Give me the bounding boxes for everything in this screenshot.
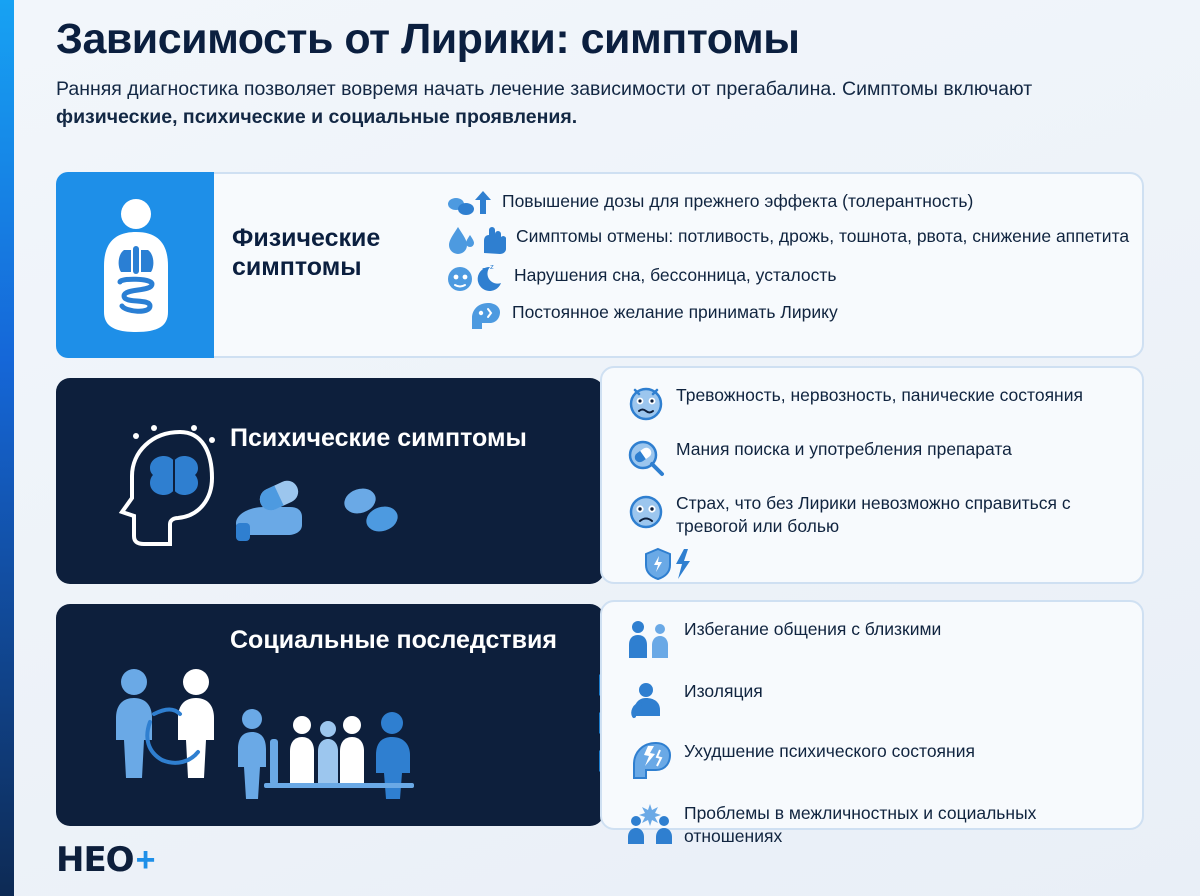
avoiding-people-icon bbox=[626, 618, 674, 660]
list-item-label: Страх, что без Лирики невозможно справиться с тревогой или болью bbox=[676, 493, 1071, 537]
list-item-label: Проблемы в межличностных и социальных отношениях bbox=[684, 803, 1037, 847]
list-item-label: Нарушения сна, бессонница, усталость bbox=[514, 265, 837, 285]
sleepless-face-moon-icon bbox=[446, 264, 504, 292]
magnifier-pill-search-icon bbox=[626, 438, 666, 478]
list-item bbox=[626, 438, 1128, 478]
list-item bbox=[644, 547, 1128, 581]
section-social-dark-panel bbox=[56, 604, 604, 826]
group-of-people-icon bbox=[230, 699, 590, 811]
list-item bbox=[626, 802, 1132, 848]
svg-text:z: z bbox=[490, 264, 494, 271]
list-item bbox=[626, 492, 1128, 538]
list-item-label: Постоянное желание принимать Лирику bbox=[512, 302, 838, 322]
page-title: Зависимость от Лирики: симптомы bbox=[56, 15, 800, 63]
section-mental-list-panel bbox=[600, 366, 1144, 584]
sweat-drop-tremor-hand-icon bbox=[446, 225, 506, 255]
head-craving-icon bbox=[468, 301, 502, 331]
list-item-label: Избегание общения с близкими bbox=[684, 619, 942, 639]
section-physical-list bbox=[446, 190, 1130, 340]
two-people-arguing-icon bbox=[626, 802, 674, 846]
logo bbox=[56, 840, 155, 880]
subtitle-regular: Ранняя диагностика позволяет вовремя начать лечение зависимости от прегабалина. Симптомы включают bbox=[56, 78, 1033, 101]
svg-text:z: z bbox=[482, 266, 487, 276]
list-item bbox=[446, 264, 1130, 292]
header bbox=[0, 0, 1200, 132]
list-item bbox=[626, 618, 1132, 660]
section-mental-dark-panel bbox=[56, 378, 604, 584]
section-social-list-panel bbox=[600, 600, 1144, 847]
broken-head-icon bbox=[626, 740, 674, 782]
list-item bbox=[446, 225, 1130, 255]
page-subtitle bbox=[56, 76, 1146, 131]
section-mental-list bbox=[626, 384, 1128, 590]
section-social-list bbox=[626, 618, 1132, 857]
section-physical-title: Физические симптомы bbox=[232, 224, 381, 281]
anxious-face-icon bbox=[626, 384, 666, 424]
shield-lightning-icon bbox=[644, 547, 696, 581]
head-brain-icon bbox=[114, 424, 222, 548]
list-item-label: Повышение дозы для прежнего эффекта (толерантность) bbox=[502, 191, 974, 211]
section-mental-title: Психические симптомы bbox=[230, 424, 580, 545]
hand-with-pills-icon bbox=[230, 479, 580, 545]
human-body-organs-icon bbox=[90, 194, 182, 336]
list-item bbox=[446, 190, 1130, 216]
logo-text: НЕО bbox=[56, 840, 134, 880]
person-sitting-alone-icon bbox=[626, 680, 674, 720]
list-item bbox=[626, 680, 1132, 720]
list-item bbox=[626, 740, 1132, 782]
list-item-label: Симптомы отмены: потливость, дрожь, тошнота, рвота, снижение аппетита bbox=[516, 226, 1130, 246]
two-people-conflict-icon bbox=[104, 666, 230, 784]
fearful-face-icon bbox=[626, 492, 666, 532]
logo-plus-icon: + bbox=[135, 840, 156, 879]
list-item-label: Ухудшение психического состояния bbox=[684, 741, 975, 761]
pills-up-arrow-icon bbox=[446, 190, 492, 216]
section-social-title: Социальные последствия bbox=[230, 626, 590, 811]
list-item bbox=[468, 301, 1130, 331]
list-item-label: Тревожность, нервозность, панические состояния bbox=[676, 385, 1083, 405]
subtitle-bold: физические, психические и социальные проявления. bbox=[56, 106, 578, 129]
section-physical bbox=[56, 172, 1144, 358]
section-physical-accent bbox=[56, 172, 214, 358]
list-item-label: Мания поиска и употребления препарата bbox=[676, 439, 1012, 459]
list-item bbox=[626, 384, 1128, 424]
list-item-label: Изоляция bbox=[684, 681, 763, 701]
